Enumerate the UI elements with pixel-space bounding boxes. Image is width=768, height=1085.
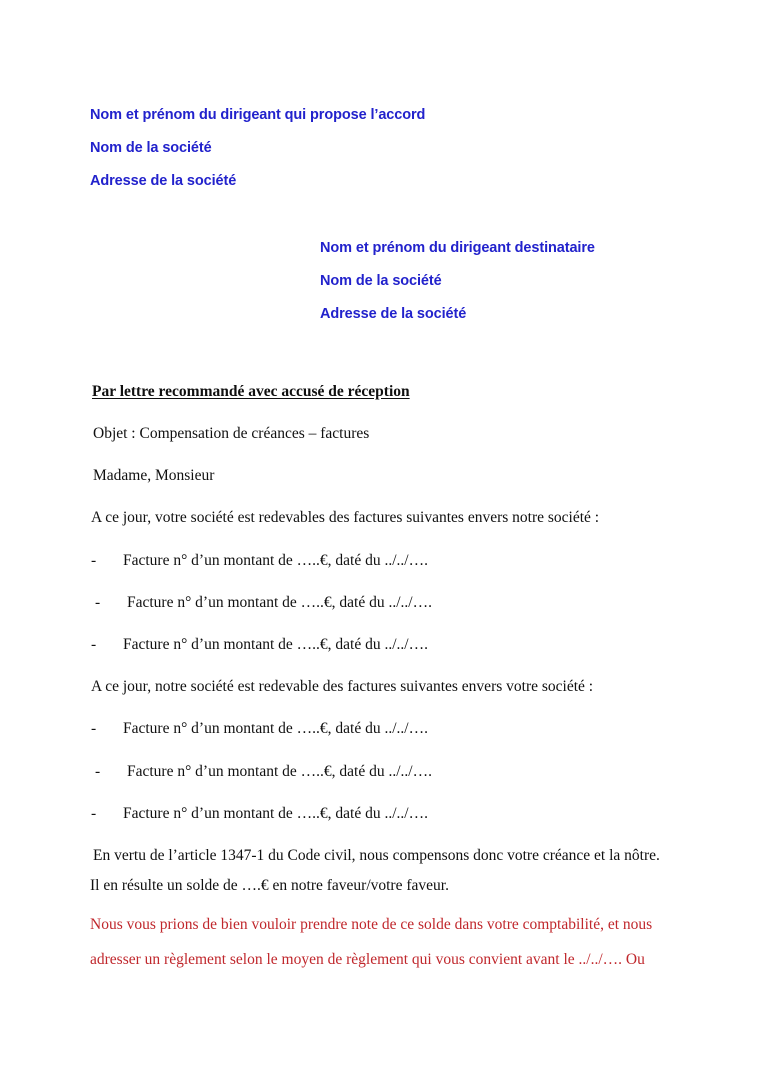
bullet-dash-icon: - [91,720,97,737]
subject-line: Objet : Compensation de créances – factures [93,425,370,442]
bullet-dash-icon: - [91,636,97,653]
paragraph-receivables-intro: A ce jour, votre société est redevables des factures suivantes envers notre société : [91,509,600,526]
invoice-list-item [95,595,432,611]
invoice-list-item [91,721,428,737]
invoice-line-text: Facture n° d’un montant de …..€, daté du ../../…. [127,594,432,611]
salutation-line: Madame, Monsieur [93,467,215,484]
bullet-dash-icon: - [91,552,97,569]
payment-request-line-1: Nous vous prions de bien vouloir prendre note de ce solde dans votre comptabilité, et nous [90,916,653,933]
sender-address-line: Adresse de la société [90,173,237,189]
bullet-dash-icon: - [91,805,97,822]
sender-address-block [90,108,425,189]
bullet-dash-icon: - [95,763,101,780]
payment-request-line-2: adresser un règlement selon le moyen de règlement qui vous convient avant le ../../…. Ou [90,950,645,968]
invoice-list-item [91,806,428,822]
invoice-line-text: Facture n° d’un montant de …..€, daté du ../../…. [123,552,428,569]
invoice-list-item [91,553,428,569]
invoice-list-item [95,764,432,780]
registered-mail-heading: Par lettre recommandé avec accusé de réception [92,383,410,400]
recipient-address-line: Adresse de la société [320,306,467,322]
balance-result-line: Il en résulte un solde de ….€ en notre faveur/votre faveur. [90,877,449,894]
sender-company-line: Nom de la société [90,140,212,156]
invoice-line-text: Facture n° d’un montant de …..€, daté du ../../…. [123,636,428,653]
recipient-company-line: Nom de la société [320,273,442,289]
invoice-line-text: Facture n° d’un montant de …..€, daté du ../../…. [123,805,428,822]
legal-basis-line: En vertu de l’article 1347-1 du Code civil, nous compensons donc votre créance et la nôtre. [93,847,660,864]
invoice-line-text: Facture n° d’un montant de …..€, daté du ../../…. [127,763,432,780]
payment-request-paragraph [90,917,690,967]
invoice-list-item [91,637,428,653]
recipient-name-line: Nom et prénom du dirigeant destinataire [320,240,595,256]
bullet-dash-icon: - [95,594,101,611]
recipient-address-block [320,241,595,322]
invoice-line-text: Facture n° d’un montant de …..€, daté du ../../…. [123,720,428,737]
paragraph-payables-intro: A ce jour, notre société est redevable des factures suivantes envers votre société : [91,678,594,695]
sender-name-line: Nom et prénom du dirigeant qui propose l’accord [90,107,426,123]
